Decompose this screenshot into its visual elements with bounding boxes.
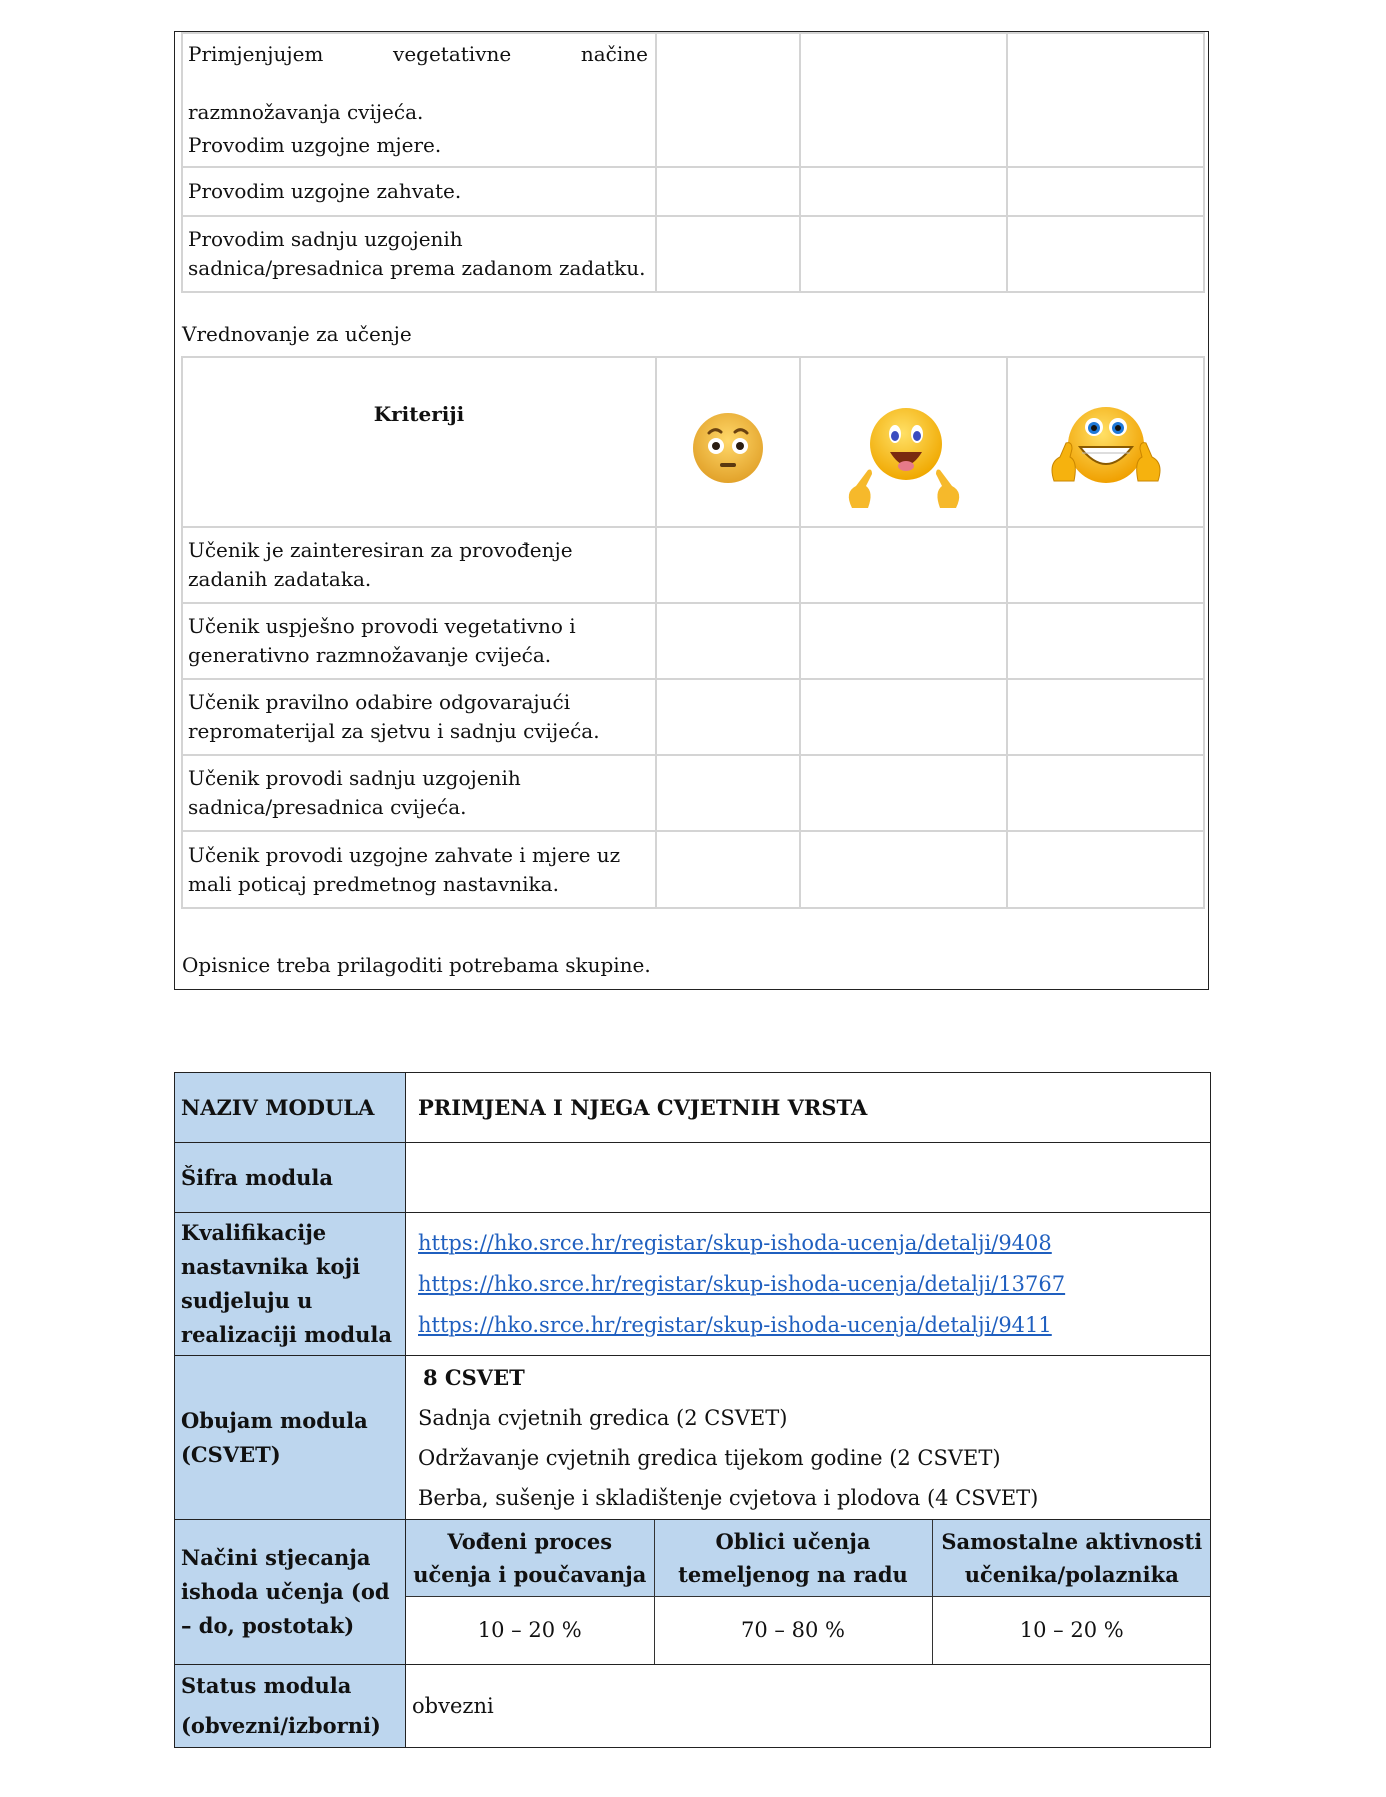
rating-cell[interactable] (1007, 603, 1204, 679)
criterion-text: Provodim sadnju uzgojenih sadnica/presadnica prema zadanom zadatku. (182, 216, 656, 292)
rating-cell[interactable] (800, 755, 1007, 831)
happy-face-pointing-icon (834, 400, 974, 512)
qualifications-links (406, 1213, 1211, 1356)
evaluation-title: Vrednovanje za učenje (182, 322, 412, 346)
rating-cell[interactable] (800, 527, 1007, 603)
rating-cell[interactable] (1007, 679, 1204, 755)
status-label: Status modula (obvezni/izborni) (175, 1665, 406, 1748)
table-row (182, 33, 1204, 167)
methods-value: 70 – 80 % (654, 1596, 932, 1664)
rating-header-low (656, 357, 800, 527)
rating-cell[interactable] (656, 33, 800, 167)
methods-header-row (406, 1520, 1211, 1596)
self-assessment-table (181, 32, 1205, 293)
methods-value-row (406, 1596, 1211, 1664)
rating-cell[interactable] (1007, 527, 1204, 603)
module-code-value (406, 1143, 1211, 1213)
table-header-row (182, 357, 1204, 527)
rating-cell[interactable] (1007, 831, 1204, 908)
rating-cell[interactable] (656, 755, 800, 831)
qualifications-label: Kvalifikacije nastavnika koji sudjeluju u realizaciji modula (175, 1213, 406, 1356)
methods-value: 10 – 20 % (932, 1596, 1211, 1664)
criterion-cell (182, 33, 656, 167)
criterion-text: Učenik je zainteresiran za provođenje zadanih zadataka. (182, 527, 656, 603)
evaluation-table (181, 356, 1205, 909)
grinning-thumbs-up-icon (1048, 401, 1164, 493)
table-row (182, 216, 1204, 292)
methods-header: Oblici učenja temeljenog na radu (654, 1520, 932, 1596)
table-row (182, 679, 1204, 755)
criterion-text-line1: Primjenjujem vegetativne načine (188, 42, 648, 66)
criterion-text: Učenik provodi uzgojne zahvate i mjere uz mali poticaj predmetnog nastavnika. (182, 831, 656, 908)
module-name-label: NAZIV MODULA (175, 1073, 406, 1143)
methods-header: Vođeni proces učenja i poučavanja (406, 1520, 654, 1596)
rating-cell[interactable] (800, 167, 1007, 216)
rating-cell[interactable] (656, 831, 800, 908)
assessment-box (174, 31, 1209, 990)
status-value: obvezni (406, 1665, 1211, 1748)
volume-total: 8 CSVET (423, 1364, 525, 1390)
volume-item: Održavanje cvjetnih gredica tijekom godine (2 CSVET) (418, 1445, 1001, 1470)
rating-cell[interactable] (656, 216, 800, 292)
volume-values (406, 1356, 1211, 1520)
rating-cell[interactable] (1007, 167, 1204, 216)
volume-item: Sadnja cvjetnih gredica (2 CSVET) (418, 1405, 788, 1430)
rating-cell[interactable] (800, 679, 1007, 755)
qualification-link[interactable]: https://hko.srce.hr/registar/skup-ishoda-ucenja/detalji/9408 (418, 1230, 1052, 1255)
table-row (175, 1356, 1211, 1520)
table-row (182, 527, 1204, 603)
rating-cell[interactable] (800, 216, 1007, 292)
qualification-link[interactable]: https://hko.srce.hr/registar/skup-ishoda-ucenja/detalji/9411 (418, 1312, 1052, 1337)
rating-cell[interactable] (1007, 216, 1204, 292)
rating-cell[interactable] (1007, 755, 1204, 831)
volume-item: Berba, sušenje i skladištenje cvjetova i plodova (4 CSVET) (418, 1485, 1039, 1510)
module-info-table-wrapper (174, 1072, 1210, 1748)
criterion-text: Učenik uspješno provodi vegetativno i generativno razmnožavanje cvijeća. (182, 603, 656, 679)
rating-header-mid (800, 357, 1007, 527)
table-row (182, 755, 1204, 831)
criterion-text: Provodim uzgojne mjere. (188, 133, 442, 157)
table-row (175, 1143, 1211, 1213)
methods-label: Načini stjecanja ishoda učenja (od – do, postotak) (175, 1520, 406, 1665)
criterion-text-line2: razmnožavanja cvijeća. (188, 100, 424, 124)
rating-cell[interactable] (800, 603, 1007, 679)
table-row (175, 1520, 1211, 1665)
methods-table (406, 1520, 1211, 1664)
table-row (182, 603, 1204, 679)
rating-cell[interactable] (656, 679, 800, 755)
qualification-link[interactable]: https://hko.srce.hr/registar/skup-ishoda-ucenja/detalji/13767 (418, 1271, 1066, 1296)
module-info-table (174, 1072, 1211, 1748)
rating-cell[interactable] (800, 33, 1007, 167)
criterion-text: Učenik provodi sadnju uzgojenih sadnica/presadnica cvijeća. (182, 755, 656, 831)
rating-cell[interactable] (656, 527, 800, 603)
flushed-face-icon (691, 411, 765, 485)
volume-label: Obujam modula (CSVET) (175, 1356, 406, 1520)
table-row (175, 1073, 1211, 1143)
methods-header: Samostalne aktivnosti učenika/polaznika (932, 1520, 1211, 1596)
table-row (182, 831, 1204, 908)
criterion-text: Učenik pravilno odabire odgovarajući repromaterijal za sjetvu i sadnju cvijeća. (182, 679, 656, 755)
criteria-header: Kriteriji (182, 357, 656, 527)
table-row (175, 1213, 1211, 1356)
criterion-text: Provodim uzgojne zahvate. (182, 167, 656, 216)
rating-cell[interactable] (656, 167, 800, 216)
rating-cell[interactable] (656, 603, 800, 679)
module-code-label: Šifra modula (175, 1143, 406, 1213)
evaluation-note: Opisnice treba prilagoditi potrebama skupine. (182, 953, 651, 977)
methods-cell (406, 1520, 1211, 1665)
table-row (182, 167, 1204, 216)
rating-cell[interactable] (800, 831, 1007, 908)
module-name-value: PRIMJENA I NJEGA CVJETNIH VRSTA (406, 1073, 1211, 1143)
table-row (175, 1665, 1211, 1748)
rating-cell[interactable] (1007, 33, 1204, 167)
methods-value: 10 – 20 % (406, 1596, 654, 1664)
rating-header-high (1007, 357, 1204, 527)
